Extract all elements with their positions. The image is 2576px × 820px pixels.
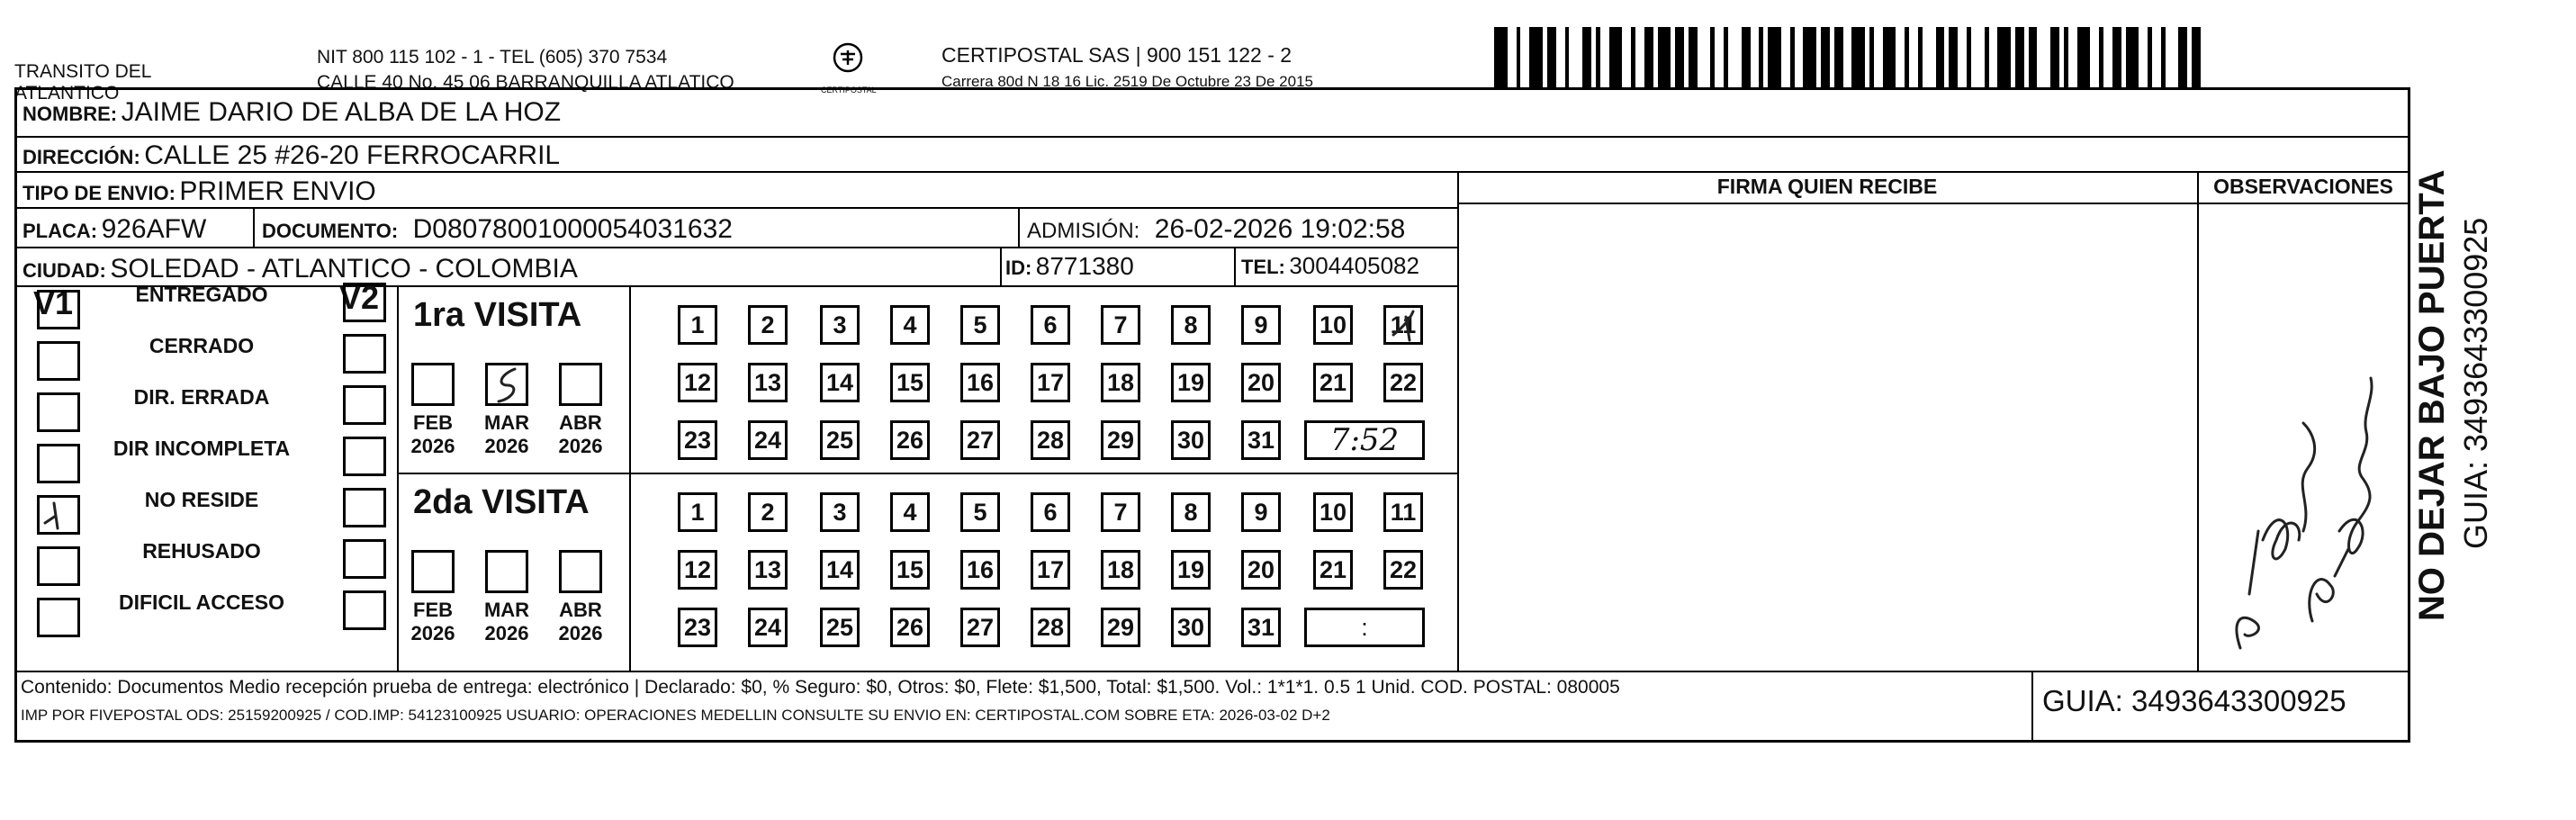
day-number: 19	[1176, 368, 1205, 396]
month-year: 2026	[410, 622, 455, 644]
day-box[interactable]	[748, 492, 788, 532]
handwritten-mark-icon	[488, 365, 526, 403]
day-box[interactable]	[960, 363, 1000, 402]
day-number: 6	[1043, 498, 1058, 526]
day-box[interactable]	[1383, 363, 1423, 402]
day-number: 8	[1184, 498, 1198, 526]
recipient-name: NOMBRE: JAIME DARIO DE ALBA DE LA HOZ	[23, 97, 562, 127]
day-box[interactable]	[748, 550, 788, 590]
barcode-space	[1874, 27, 1883, 88]
barcode-bar	[2015, 27, 2024, 88]
v2-checkbox[interactable]	[343, 385, 386, 425]
barcode-space	[1698, 27, 1711, 88]
barcode-bar	[1997, 27, 2011, 88]
barcode-space	[1751, 27, 1760, 88]
day-number: 18	[1106, 368, 1135, 396]
day-number: 11	[1390, 311, 1417, 338]
day-number: 5	[973, 498, 987, 526]
day-box[interactable]	[1171, 608, 1211, 647]
day-box[interactable]	[1241, 305, 1281, 345]
day-box[interactable]	[1241, 492, 1281, 532]
day-box[interactable]	[820, 550, 860, 590]
month-checkbox[interactable]	[559, 550, 602, 593]
day-box[interactable]	[1031, 305, 1070, 345]
content-line: Contenido: Documentos Medio recepción prueba de entrega: electrónico | Declarado: $0, % Seguro: $0, Otros: $0, Flete: $1,500, Total: $1,500. Vol.: 1*1*1. 0.5 1 Unid. COD. POSTAL: 080005	[21, 677, 1620, 698]
day-number: 31	[1247, 613, 1275, 641]
time-box[interactable]	[1304, 608, 1425, 647]
day-number: 28	[1036, 613, 1065, 641]
barcode-bar	[1547, 27, 1556, 88]
day-box[interactable]	[1031, 420, 1070, 460]
day-box[interactable]	[748, 608, 788, 647]
barcode-space	[1508, 27, 1517, 88]
barcode-bar	[2126, 27, 2139, 88]
day-box[interactable]	[748, 305, 788, 345]
month-checkbox[interactable]	[485, 550, 528, 593]
month-name: FEB	[413, 599, 453, 621]
day-box[interactable]	[678, 420, 717, 460]
handwritten-mark-icon	[1386, 308, 1422, 344]
barcode-bar	[1742, 27, 1751, 88]
day-box[interactable]	[1383, 550, 1423, 590]
v1-checkbox[interactable]	[37, 546, 80, 586]
day-box[interactable]	[1171, 305, 1211, 345]
day-box[interactable]	[1101, 420, 1140, 460]
barcode-space	[1600, 27, 1609, 88]
v2-checkbox[interactable]	[343, 539, 386, 579]
month-label	[545, 411, 617, 458]
sender-name: TRANSITO DEL ATLANTICO	[14, 61, 152, 104]
day-number: 9	[1254, 498, 1268, 526]
observations-label: OBSERVACIONES	[2213, 175, 2393, 198]
day-box[interactable]	[820, 420, 860, 460]
company-info: CERTIPOSTAL SAS | 900 151 122 - 2 Carrera 80d N 18 16 Lic. 2519 De Octubre 23 De 2015	[941, 43, 1313, 90]
day-box[interactable]	[678, 305, 717, 345]
barcode-bar	[1658, 27, 1671, 88]
day-number: 30	[1176, 426, 1205, 454]
recipient-address: DIRECCIÓN: CALLE 25 #26-20 FERROCARRIL	[23, 140, 561, 170]
barcode-bar	[1675, 27, 1684, 88]
day-box[interactable]	[1101, 363, 1140, 402]
day-number: 14	[825, 555, 854, 583]
imp-line: IMP POR FIVEPOSTAL ODS: 25159200925 / COD.IMP: 54123100925 USUARIO: OPERACIONES MEDELLIN CONSULTE SU ENVIO EN: CERTIPOSTAL.COM SOBRE ETA: 2026-03-02 D+2	[21, 707, 1330, 724]
day-number: 9	[1254, 311, 1268, 338]
day-box[interactable]	[1171, 492, 1211, 532]
day-number: 22	[1389, 555, 1418, 583]
sender-info: NIT 800 115 102 - 1 - TEL (605) 370 7534 CALLE 40 No. 45 06 BARRANQUILLA ATLATICO	[317, 47, 734, 93]
v2-label: V2	[339, 279, 380, 316]
day-box[interactable]	[1101, 550, 1140, 590]
month-label	[471, 411, 543, 458]
day-box[interactable]	[820, 305, 860, 345]
day-number: 18	[1106, 555, 1135, 583]
day-box[interactable]	[890, 305, 930, 345]
day-number: 16	[966, 368, 995, 396]
barcode-bar	[1883, 27, 1896, 88]
day-box[interactable]	[890, 550, 930, 590]
day-box[interactable]	[820, 492, 860, 532]
barcode-space	[2201, 27, 2214, 88]
barcode-space	[1569, 27, 1582, 88]
day-number: 11	[1390, 498, 1417, 526]
day-number: 13	[753, 368, 782, 396]
month-label	[397, 411, 469, 458]
visit-title: 1ra VISITA	[413, 296, 582, 334]
day-box[interactable]	[890, 492, 930, 532]
barcode-space	[2139, 27, 2148, 88]
day-number: 10	[1319, 498, 1347, 526]
day-number: 27	[966, 613, 995, 641]
day-box[interactable]	[1313, 363, 1353, 402]
barcode-bar	[2192, 27, 2201, 88]
v1-label: V1	[33, 284, 74, 321]
barcode-bar	[1494, 27, 1508, 88]
day-box[interactable]	[820, 608, 860, 647]
day-box[interactable]	[1241, 608, 1281, 647]
barcode-bar	[1644, 27, 1653, 88]
v1-checkbox[interactable]	[37, 598, 80, 637]
day-number: 14	[825, 368, 854, 396]
month-year: 2026	[558, 435, 603, 457]
day-box[interactable]	[1101, 305, 1140, 345]
barcode	[1494, 27, 2214, 88]
day-number: 1	[690, 498, 705, 526]
day-box[interactable]	[1031, 550, 1070, 590]
day-box[interactable]	[820, 363, 860, 402]
barcode-space	[1556, 27, 1565, 88]
month-year: 2026	[484, 622, 529, 644]
day-number: 1	[690, 311, 705, 338]
day-number: 22	[1389, 368, 1418, 396]
month-checkbox[interactable]	[559, 363, 602, 406]
day-number: 29	[1106, 613, 1135, 641]
month-name: MAR	[483, 411, 530, 434]
barcode-space	[2068, 27, 2077, 88]
barcode-bar	[2178, 27, 2187, 88]
day-box[interactable]	[1171, 420, 1211, 460]
day-box[interactable]	[1383, 305, 1423, 345]
day-number: 29	[1106, 426, 1135, 454]
admission-date: ADMISIÓN: 26-02-2026 19:02:58	[1027, 214, 1406, 244]
barcode-bar	[1768, 27, 1781, 88]
barcode-bar	[1803, 27, 1816, 88]
day-number: 7	[1113, 498, 1128, 526]
day-box[interactable]	[748, 420, 788, 460]
day-box[interactable]	[960, 492, 1000, 532]
day-number: 25	[825, 613, 854, 641]
day-box[interactable]	[1101, 608, 1140, 647]
day-box[interactable]	[1383, 492, 1423, 532]
receiver-signature-label: FIRMA QUIEN RECIBE	[1716, 175, 1938, 198]
status-label: CERRADO	[149, 334, 255, 357]
day-box[interactable]	[678, 550, 717, 590]
month-label	[471, 599, 543, 645]
barcode-space	[1635, 27, 1644, 88]
month-label	[545, 599, 617, 645]
day-number: 17	[1036, 555, 1065, 583]
day-box[interactable]	[960, 550, 1000, 590]
day-number: 21	[1319, 555, 1347, 583]
day-box[interactable]	[1241, 363, 1281, 402]
day-box[interactable]	[678, 608, 717, 647]
barcode-space	[1989, 27, 1998, 88]
day-box[interactable]	[1313, 550, 1353, 590]
day-number: 31	[1247, 426, 1275, 454]
day-number: 26	[896, 613, 924, 641]
day-box[interactable]	[1031, 363, 1070, 402]
day-number: 23	[683, 426, 712, 454]
visit-title: 2da VISITA	[413, 483, 590, 521]
day-box[interactable]	[1241, 550, 1281, 590]
v1-checkbox[interactable]	[37, 392, 80, 432]
day-number: 3	[833, 498, 847, 526]
barcode-bar	[1609, 27, 1623, 88]
barcode-space	[1909, 27, 1918, 88]
recipient-city: CIUDAD: SOLEDAD - ATLANTICO - COLOMBIA	[23, 254, 578, 284]
certipostal-logo: CERTIPOSTAL	[821, 41, 875, 95]
day-number: 17	[1036, 368, 1065, 396]
day-box[interactable]	[1031, 492, 1070, 532]
barcode-space	[1958, 27, 1967, 88]
barcode-bar	[1582, 27, 1591, 88]
barcode-space	[1923, 27, 1936, 88]
v1-checkbox[interactable]	[37, 495, 80, 535]
recipient-phone: TEL: 3004405082	[1241, 252, 1419, 279]
barcode-space	[1781, 27, 1790, 88]
barcode-space	[1896, 27, 1905, 88]
month-name: ABR	[559, 411, 602, 434]
barcode-space	[1971, 27, 1985, 88]
day-number: 10	[1319, 311, 1347, 338]
day-number: 2	[761, 311, 775, 338]
day-number: 6	[1043, 311, 1058, 338]
barcode-bar	[2050, 27, 2059, 88]
barcode-bar	[1936, 27, 1945, 88]
day-box[interactable]	[890, 420, 930, 460]
status-label: DIR. ERRADA	[133, 385, 270, 409]
status-label: REHUSADO	[142, 539, 261, 563]
day-box[interactable]	[678, 492, 717, 532]
handwritten-observation	[2213, 324, 2393, 666]
shipment-type: TIPO DE ENVIO: PRIMER ENVIO	[23, 176, 376, 206]
day-box[interactable]	[1171, 363, 1211, 402]
day-box[interactable]	[960, 305, 1000, 345]
day-box[interactable]	[1031, 608, 1070, 647]
day-number: 2	[761, 498, 775, 526]
barcode-space	[2090, 27, 2099, 88]
day-number: 12	[683, 555, 712, 583]
guide-number-box: GUIA: 3493643300925	[2042, 684, 2346, 717]
day-box[interactable]	[1313, 305, 1353, 345]
barcode-space	[1795, 27, 1804, 88]
day-number: 19	[1176, 555, 1205, 583]
day-box[interactable]	[1101, 492, 1140, 532]
side-guide-number: GUIA: 3493643300925	[2457, 217, 2494, 549]
day-box[interactable]	[960, 420, 1000, 460]
day-number: 24	[753, 426, 782, 454]
recipient-id: ID: 8771380	[1005, 252, 1134, 280]
day-number: 13	[753, 555, 782, 583]
day-box[interactable]	[1171, 550, 1211, 590]
day-number: 4	[903, 311, 917, 338]
status-label: ENTREGADO	[135, 283, 268, 306]
day-number: 20	[1247, 555, 1275, 583]
month-checkbox[interactable]	[411, 550, 455, 593]
barcode-space	[1520, 27, 1529, 88]
day-number: 15	[896, 555, 924, 583]
visit-time: :	[1361, 613, 1368, 641]
v1-checkbox[interactable]	[37, 341, 80, 381]
barcode-bar	[1821, 27, 1830, 88]
barcode-space	[1715, 27, 1724, 88]
v1-checkbox[interactable]	[37, 444, 80, 483]
barcode-bar	[2112, 27, 2121, 88]
day-number: 15	[896, 368, 924, 396]
v2-checkbox[interactable]	[343, 590, 386, 630]
day-box[interactable]	[960, 608, 1000, 647]
barcode-bar	[1689, 27, 1698, 88]
barcode-space	[2152, 27, 2161, 88]
month-name: FEB	[413, 411, 453, 434]
day-box[interactable]	[748, 363, 788, 402]
v1-checkbox[interactable]	[37, 290, 80, 329]
day-number: 7	[1113, 311, 1128, 338]
handwritten-mark-icon	[40, 498, 77, 532]
month-name: MAR	[483, 599, 530, 621]
v2-checkbox[interactable]	[343, 488, 386, 527]
side-warning: NO DEJAR BAJO PUERTA	[2412, 169, 2452, 621]
month-name: ABR	[559, 599, 602, 621]
day-number: 25	[825, 426, 854, 454]
barcode-bar	[2077, 27, 2091, 88]
month-checkbox[interactable]	[485, 363, 528, 406]
v2-checkbox[interactable]	[343, 437, 386, 476]
month-label	[397, 599, 469, 645]
day-number: 27	[966, 426, 995, 454]
barcode-bar	[1529, 27, 1543, 88]
day-box[interactable]	[1313, 492, 1353, 532]
visit-time: 7:52	[1329, 422, 1400, 458]
day-box[interactable]	[890, 608, 930, 647]
day-number: 12	[683, 368, 712, 396]
day-box[interactable]	[1241, 420, 1281, 460]
day-number: 21	[1319, 368, 1347, 396]
month-year: 2026	[558, 622, 603, 644]
status-label: DIR INCOMPLETA	[113, 437, 291, 460]
barcode-bar	[1851, 27, 1865, 88]
day-number: 26	[896, 426, 924, 454]
day-box[interactable]	[890, 363, 930, 402]
month-year: 2026	[484, 435, 529, 457]
day-number: 4	[903, 498, 917, 526]
status-label: DIFICIL ACCESO	[118, 590, 284, 614]
vehicle-plate: PLACA: 926AFW	[23, 214, 207, 244]
day-number: 3	[833, 311, 847, 338]
barcode-space	[2103, 27, 2112, 88]
barcode-space	[1728, 27, 1742, 88]
barcode-bar	[2029, 27, 2038, 88]
day-number: 30	[1176, 613, 1205, 641]
day-number: 5	[973, 311, 987, 338]
day-number: 28	[1036, 426, 1065, 454]
barcode-space	[2166, 27, 2179, 88]
time-box[interactable]	[1304, 420, 1425, 460]
day-box[interactable]	[678, 363, 717, 402]
v2-checkbox[interactable]	[343, 334, 386, 374]
month-year: 2026	[410, 435, 455, 457]
v2-checkbox[interactable]	[343, 283, 386, 322]
document-number: DOCUMENTO: D08078001000054031632	[262, 214, 733, 244]
barcode-space	[1843, 27, 1852, 88]
barcode-space	[1622, 27, 1631, 88]
barcode-space	[2037, 27, 2050, 88]
day-number: 23	[683, 613, 712, 641]
day-number: 24	[753, 613, 782, 641]
delivery-form	[14, 87, 2410, 743]
barcode-bar	[1949, 27, 1958, 88]
status-label: NO RESIDE	[144, 488, 259, 511]
barcode-bar	[1834, 27, 1843, 88]
month-checkbox[interactable]	[411, 363, 455, 406]
day-number: 20	[1247, 368, 1275, 396]
day-number: 16	[966, 555, 995, 583]
day-number: 8	[1184, 311, 1198, 338]
